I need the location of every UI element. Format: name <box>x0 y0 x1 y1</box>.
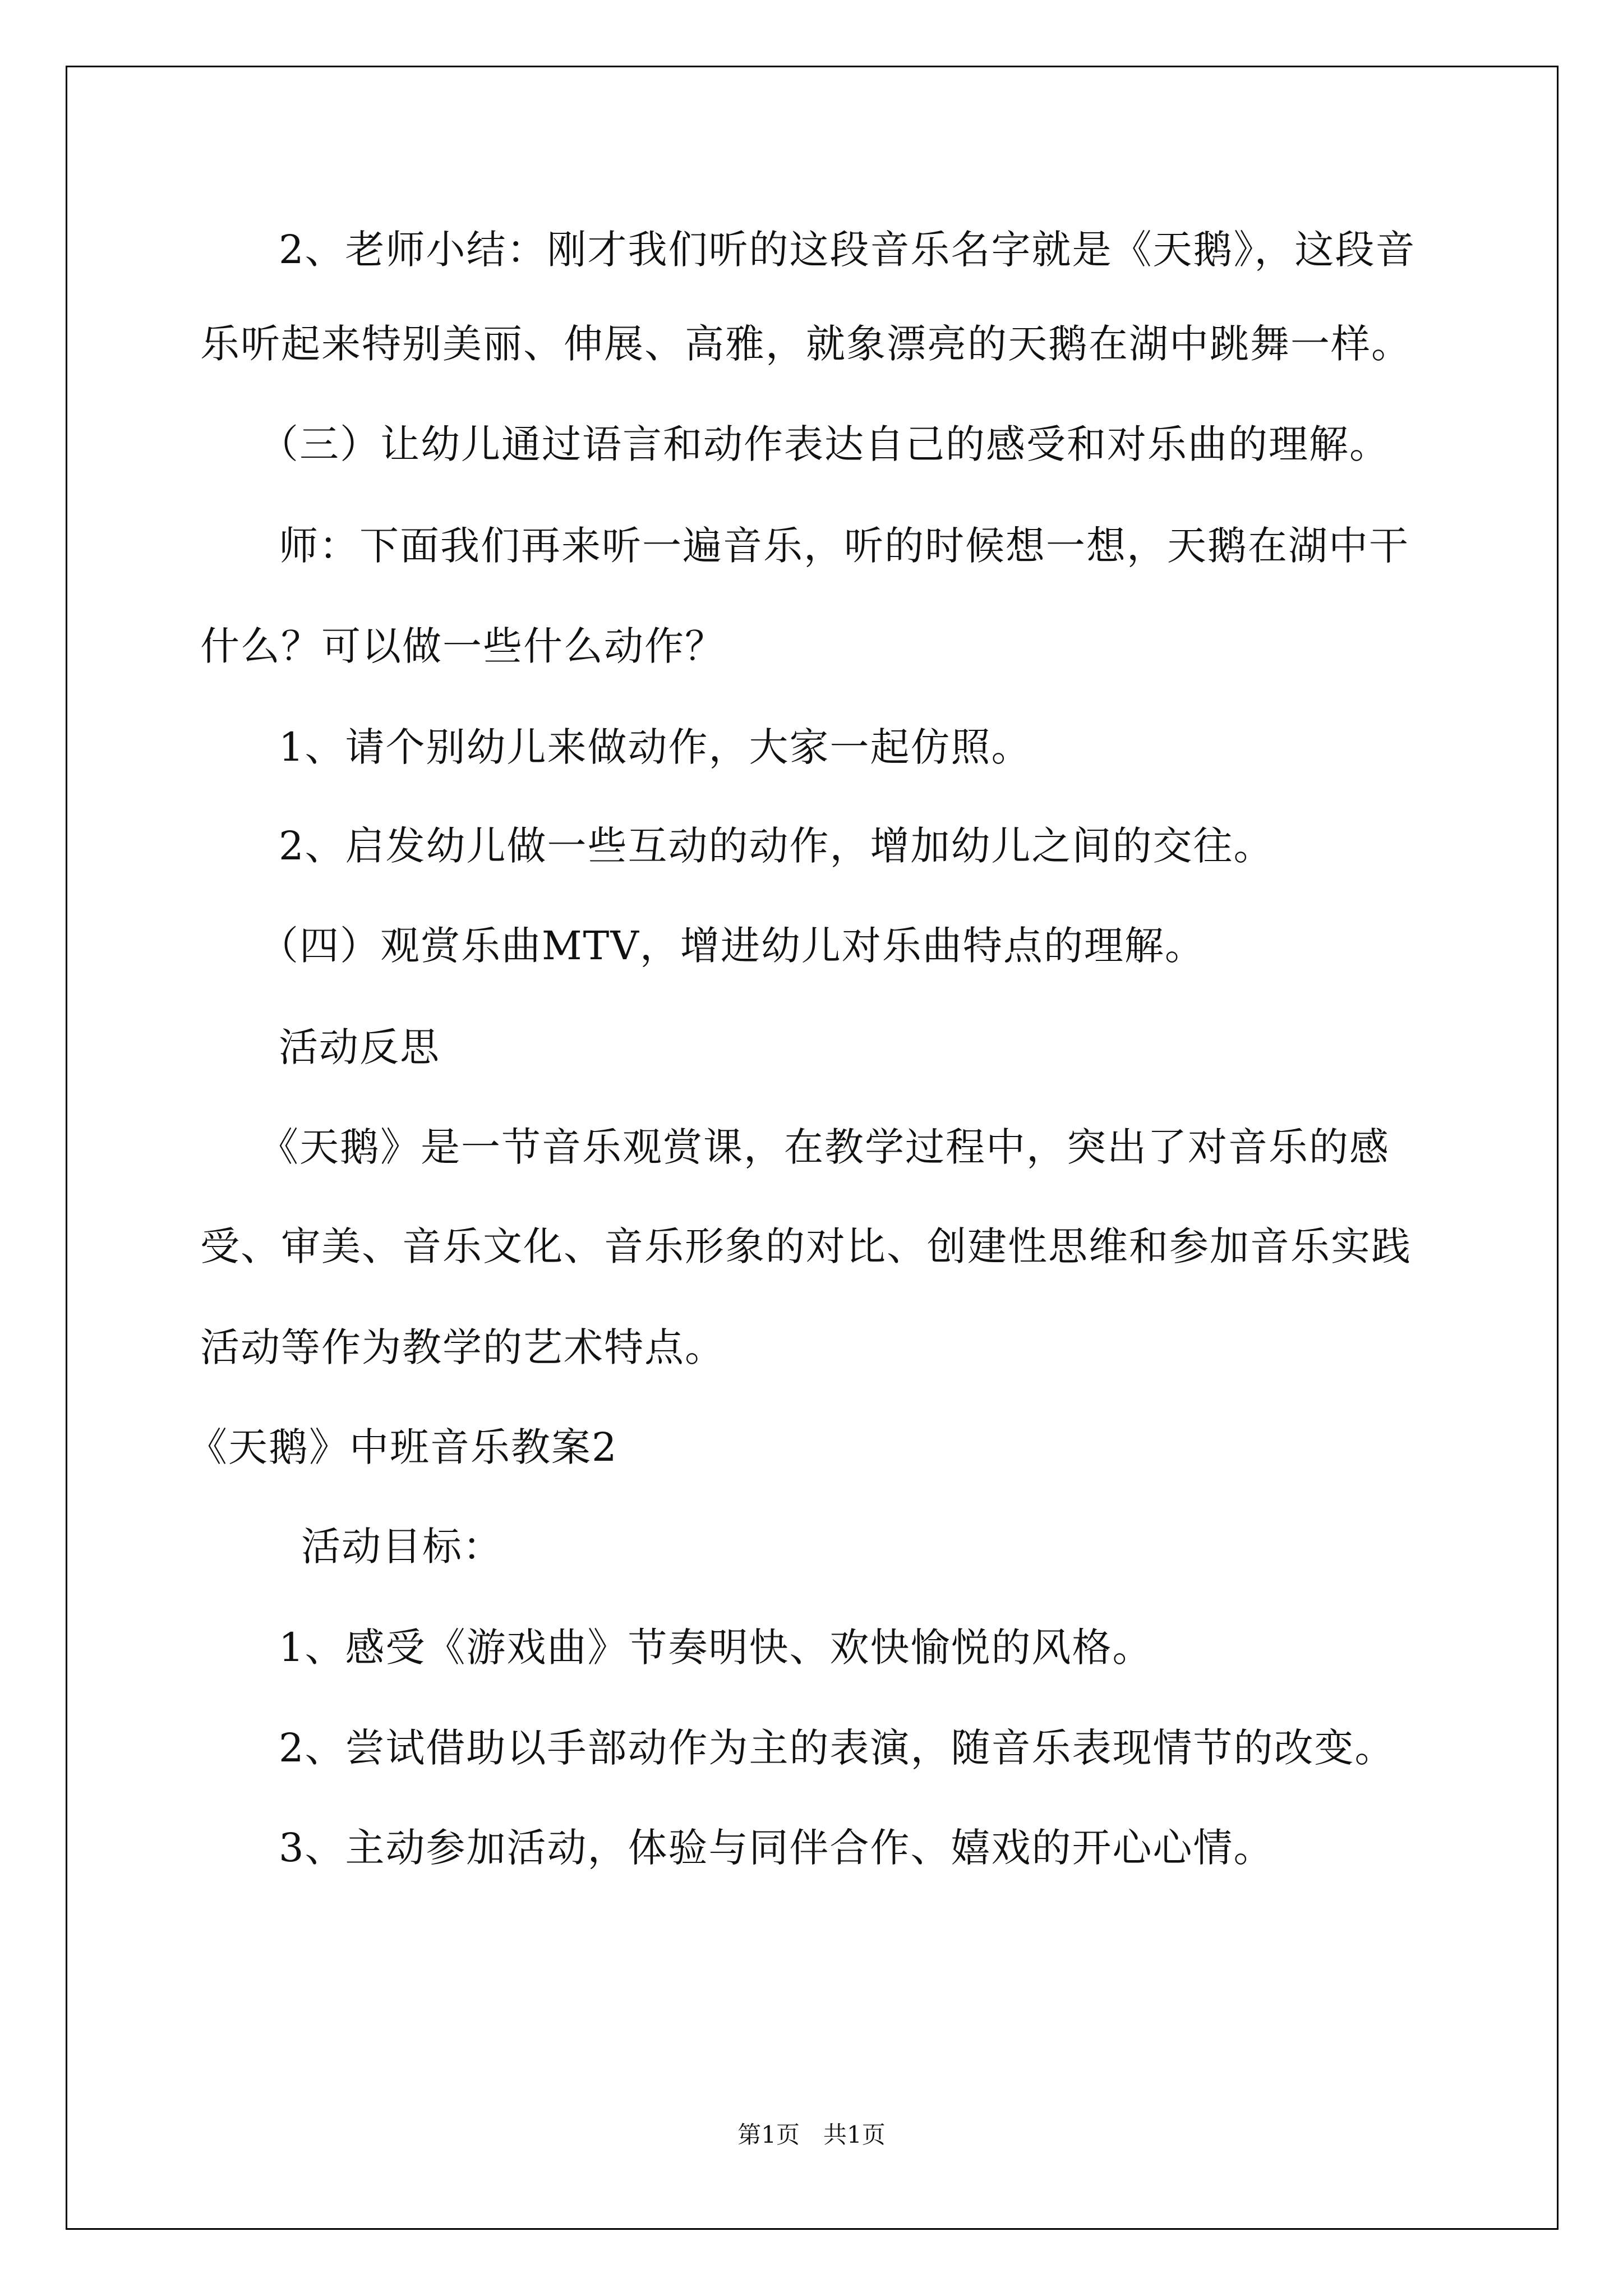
section-heading: （三）让幼儿通过语言和动作表达自己的感受和对乐曲的理解。 <box>259 421 1390 467</box>
paragraph-line: 2、老师小结：刚才我们听的这段音乐名字就是《天鹅》，这段音 <box>279 227 1416 273</box>
paragraph-line: 师：下面我们再来听一遍音乐，听的时候想一想，天鹅在湖中干 <box>279 523 1409 569</box>
paragraph-line: 《天鹅》是一节音乐观赏课，在教学过程中，突出了对音乐的感 <box>259 1124 1390 1170</box>
list-item: 3、主动参加活动，体验与同伴合作、嬉戏的开心心情。 <box>279 1825 1274 1871</box>
paragraph-line: 什么？可以做一些什么动作？ <box>200 623 725 669</box>
paragraph-line: 活动等作为教学的艺术特点。 <box>200 1324 725 1370</box>
paragraph-line: 乐听起来特别美丽、伸展、高雅，就象漂亮的天鹅在湖中跳舞一样。 <box>200 321 1412 367</box>
list-item: 2、启发幼儿做一些互动的动作，增加幼儿之间的交往。 <box>279 823 1274 869</box>
list-item: 1、感受《游戏曲》节奏明快、欢快愉悦的风格。 <box>279 1625 1153 1671</box>
document-title: 《天鹅》中班音乐教案2 <box>188 1424 618 1470</box>
page-footer: 第1页 共1页 <box>737 2121 886 2148</box>
section-heading: （四）观赏乐曲MTV，增进幼儿对乐曲特点的理解。 <box>259 923 1205 969</box>
section-heading: 活动目标： <box>301 1524 503 1570</box>
list-item: 1、请个别幼儿来做动作，大家一起仿照。 <box>279 724 1032 770</box>
paragraph-line: 受、审美、音乐文化、音乐形象的对比、创建性思维和参加音乐实践 <box>200 1223 1412 1269</box>
list-item: 2、尝试借助以手部动作为主的表演，随音乐表现情节的改变。 <box>279 1725 1395 1771</box>
section-heading: 活动反思 <box>279 1024 440 1070</box>
